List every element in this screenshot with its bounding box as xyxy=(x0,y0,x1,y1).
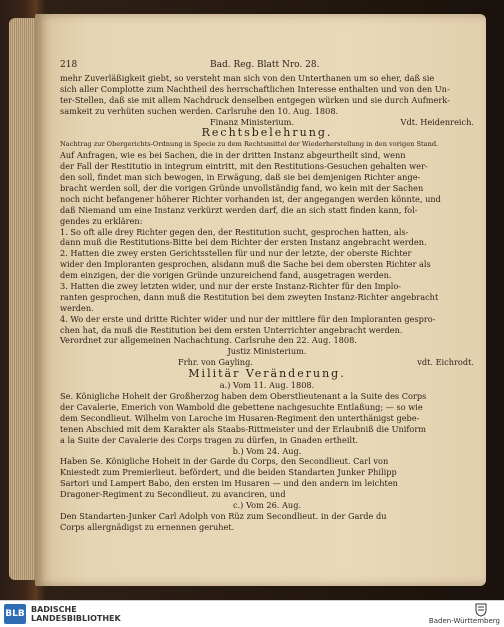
text-line: Sartori und Lampert Babo, den ersten im Husaren — und den andern im leichten xyxy=(60,478,398,489)
subsection-b: b.) Vom 24. Aug. xyxy=(232,445,302,456)
subtitle-note: Nachtrag zur Obergerichts-Ordnung in Specie zu dem Rechtsmittel der Wiederherstellung in den vorigen Stand. xyxy=(60,140,439,149)
signature-finance: Finanz Ministerium. Vdt. Heidenreich. xyxy=(210,116,474,127)
page-edges xyxy=(9,18,37,580)
blb-logo[interactable]: BLB xyxy=(4,604,26,624)
running-title: Bad. Reg. Blatt Nro. 28. xyxy=(210,60,320,70)
text-line: Dragoner-Regiment zu Secondlieut. zu avanciren, und xyxy=(60,489,286,500)
region-label: Baden-Württemberg xyxy=(428,617,500,625)
text-line: noch nicht befangener höherer Richter vorhanden ist, der angegangen werden könnte, und xyxy=(60,193,441,204)
text-line: 1. So oft alle drey Richter gegen den, der Restitution sucht, gesprochen hatten, als- xyxy=(60,226,409,237)
text-line: bracht werden soll, der die vorigen Gründe unvollständig fand, wo kein mit der Sachen xyxy=(60,183,424,194)
text-line: der Cavalerie, Emerich von Wambold die gebettene nachgesuchte Entlaßung; — so wie xyxy=(60,401,423,412)
text-line: 2. Hatten die zwey ersten Gerichtsstellen für und nur der letzte, der oberste Richter xyxy=(60,248,412,259)
text-line: ter-Stellen, daß sie mit allem Nachdruck denselben entgegen würken und sie durch Aufmerk- xyxy=(60,94,450,105)
subsection-c: c.) Vom 26. Aug. xyxy=(232,499,302,510)
text-line: ranten gesprochen, dann muß die Restitution bei dem zweyten Instanz-Richter angebracht xyxy=(60,291,439,302)
text-line: dann muß die Restitutions-Bitte bei dem Richter der ersten Instanz angebracht werden. xyxy=(60,237,427,248)
page-number: 218 xyxy=(60,60,78,70)
subsection-a: a.) Vom 11. Aug. 1808. xyxy=(219,380,315,391)
text-line: Den Standarten-Junker Carl Adolph von Rüz zum Secondlieut. in der Garde du xyxy=(60,510,387,521)
text-line: wider den Imploranten gesprochen, alsdann muß die Sache bei dem obersten Richter als xyxy=(60,259,431,270)
text-line: Haben Se. Königliche Hoheit in der Garde du Corps, den Secondlieut. Carl von xyxy=(60,456,389,467)
text-line: a la Suite der Cavalerie des Corps tragen zu dürfen, in Gnaden ertheilt. xyxy=(60,434,359,445)
signature-justice: Frhr. von Gayling. vdt. Eichrodt. xyxy=(178,357,474,368)
crest-icon xyxy=(474,603,488,617)
text-line: werden. xyxy=(60,302,94,313)
text-line: sich aller Complotte zum Nachtheil des herrschaftlichen Interesse enthalten und von den Un- xyxy=(60,83,450,94)
text-line: mehr Zuverläßigkeit giebt, so versteht man sich von den Unterthanen um so eher, daß sie xyxy=(60,73,435,83)
page-text xyxy=(60,73,474,533)
text-line: Kniestedt zum Premierlieut. befördert, und die beiden Standarten Junker Philipp xyxy=(60,467,397,478)
heading-militaer: Militär Veränderung. xyxy=(188,367,346,381)
heading-rechtsbelehrung: Rechtsbelehrung. xyxy=(201,126,333,140)
text-line: gendes zu erklären: xyxy=(60,215,143,226)
text-line: tenen Abschied mit dem Karakter als Staabs-Rittmeister und der Erlaubniß die Uniform xyxy=(60,423,427,434)
library-name[interactable]: BADISCHE LANDESBIBLIOTHEK xyxy=(31,605,121,623)
text-line: Se. Königliche Hoheit der Großherzog haben dem Oberstlieutenant a la Suite des Corps xyxy=(60,391,427,402)
text-line: dem einzigen, der die vorigen Gründe unzureichend fand, ausgetragen werden. xyxy=(60,270,392,281)
text-line: daß Niemand um eine Instanz verkürzt werden darf, die an sich statt finden kann, fol- xyxy=(60,204,418,215)
text-line: 3. Hatten die zwey letzten wider, und nur der erste Instanz-Richter für den Implo- xyxy=(60,281,402,292)
text-line: Verordnet zur allgemeinen Nachachtung. Carlsruhe den 22. Aug. 1808. xyxy=(60,335,357,346)
text-line: Corps allergnädigst zu ernennen geruhet. xyxy=(60,521,235,532)
text-line: den soll, findet man sich bewogen, in Erwägung, daß sie bei demjenigen Richter ange- xyxy=(60,172,421,183)
footer-bar xyxy=(0,600,504,627)
text-line: samkeit zu verhüten suchen werden. Carlsruhe den 10. Aug. 1808. xyxy=(60,105,339,116)
text-line: der Fall der Restitutio in integrum eintritt, mit den Restitutions-Gesuchen gehalten wer- xyxy=(60,161,428,172)
text-line: dem Secondlieut. Wilhelm von Laroche im Husaren-Regiment den unterthänigst gebe- xyxy=(60,412,420,423)
signature-justice-ministry: Justiz Ministerium. xyxy=(227,346,307,357)
text-line: 4. Wo der erste und dritte Richter wider und nur der mittlere für den Imploranten gespro- xyxy=(60,313,436,324)
text-line: Auf Anfragen, wie es bei Sachen, die in der dritten Instanz abgeurtheilt sind, wenn xyxy=(60,150,406,161)
text-line: chen hat, da muß die Restitution bei dem ersten Unterrichter angebracht werden. xyxy=(60,324,403,335)
